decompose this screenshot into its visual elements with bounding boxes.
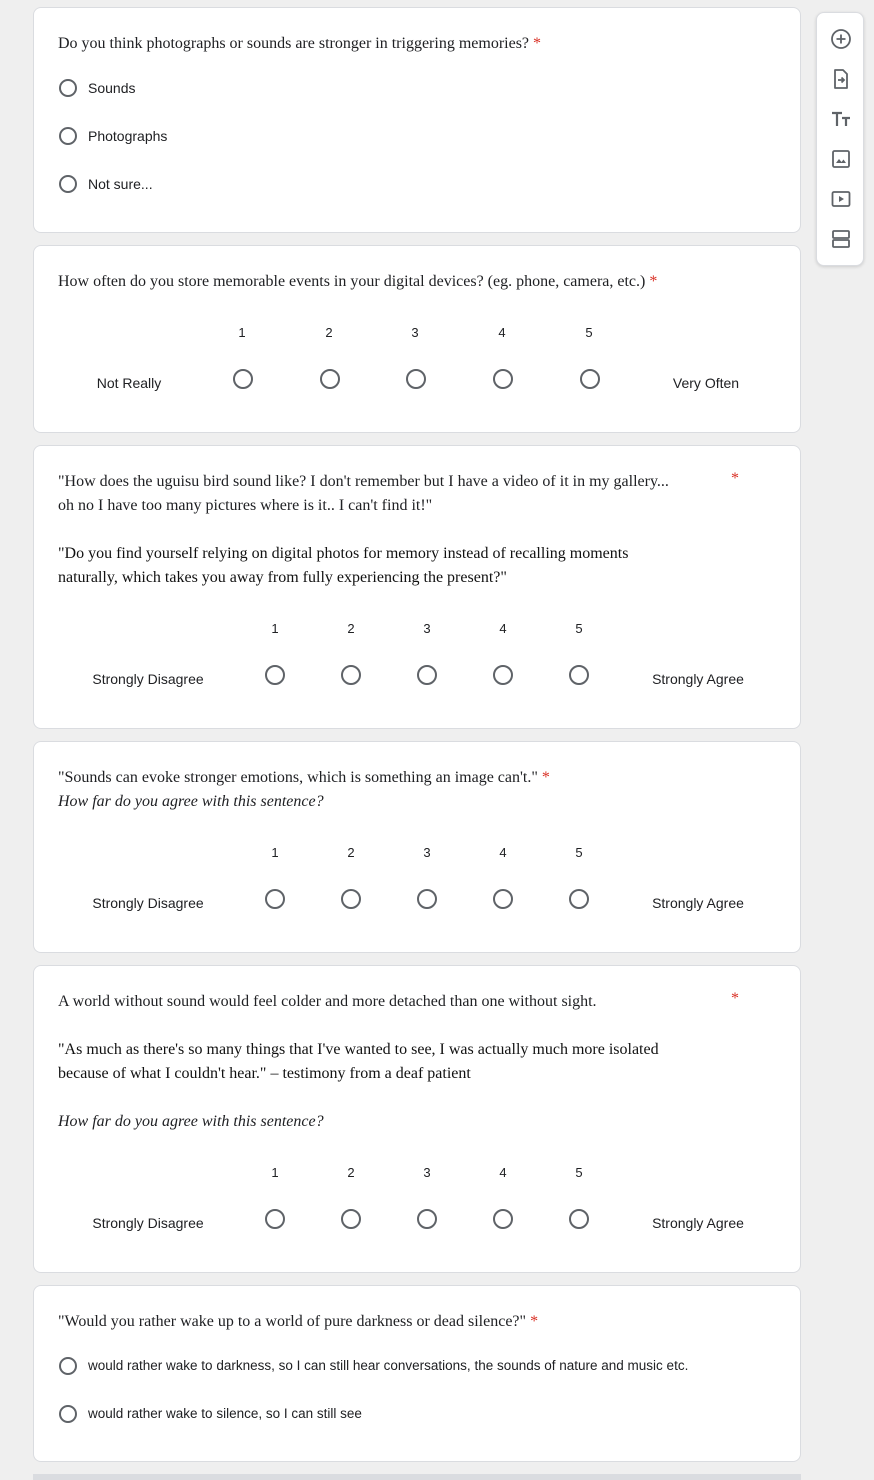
scale-radio-1[interactable]: [233, 369, 253, 389]
question-quote-line-1: "As much as there's so many things that I've wanted to see, I was actually much more isolated: [58, 1041, 659, 1058]
required-asterisk: *: [530, 1313, 539, 1330]
question-body-line-2: naturally, which takes you away from fully experiencing the present?": [58, 569, 507, 586]
scale-radio-2[interactable]: [341, 1209, 361, 1229]
required-asterisk: *: [533, 35, 542, 52]
add-title-icon[interactable]: [829, 107, 853, 131]
scale-number-4: 4: [498, 325, 506, 340]
option-label-sounds: Sounds: [88, 80, 136, 96]
question-quote-line-2: because of what I couldn't hear." – testimony from a deaf patient: [58, 1065, 471, 1082]
scale-radio-1[interactable]: [265, 665, 285, 685]
question-subtitle: How far do you agree with this sentence?: [58, 793, 324, 810]
scale-radio-3[interactable]: [417, 889, 437, 909]
add-video-icon[interactable]: [829, 187, 853, 211]
question-title: Do you think photographs or sounds are stronger in triggering memories? *: [58, 35, 542, 52]
scale-low-label: Not Really: [96, 375, 162, 391]
scale-low-label: Strongly Disagree: [92, 1215, 204, 1231]
question-subtitle: How far do you agree with this sentence?: [58, 1113, 324, 1130]
scale-radio-2[interactable]: [341, 889, 361, 909]
scale-number-5: 5: [575, 1165, 583, 1180]
radio-wake-to-darkness[interactable]: [59, 1357, 77, 1375]
option-label-photographs: Photographs: [88, 128, 168, 144]
scale-radio-3[interactable]: [417, 665, 437, 685]
scale-low-label: Strongly Disagree: [92, 671, 204, 687]
scale-radio-3[interactable]: [406, 369, 426, 389]
scale-number-3: 3: [423, 1165, 431, 1180]
scale-number-3: 3: [411, 325, 419, 340]
scale-number-2: 2: [347, 1165, 355, 1180]
option-label-not-sure: Not sure...: [88, 176, 153, 192]
question-title-line-2: oh no I have too many pictures where is it.. I can't find it!": [58, 497, 433, 514]
floating-toolbar: [816, 12, 864, 266]
scale-radio-5[interactable]: [569, 1209, 589, 1229]
required-asterisk: *: [731, 470, 739, 487]
option-label-wake-to-silence: would rather wake to silence, so I can still see: [88, 1406, 362, 1421]
add-section-icon[interactable]: [829, 227, 853, 251]
scale-number-2: 2: [347, 845, 355, 860]
scale-radio-4[interactable]: [493, 1209, 513, 1229]
question-card-store-events: [33, 245, 801, 433]
scale-number-1: 1: [271, 845, 279, 860]
question-title-line-1: "How does the uguisu bird sound like? I don't remember but I have a video of it in my gallery...: [58, 473, 669, 490]
question-body-line-1: "Do you find yourself relying on digital photos for memory instead of recalling moments: [58, 545, 629, 562]
scale-radio-4[interactable]: [493, 369, 513, 389]
required-asterisk: *: [731, 990, 739, 1007]
radio-sounds[interactable]: [59, 79, 77, 97]
scale-low-label: Strongly Disagree: [92, 895, 204, 911]
option-label-wake-to-darkness: would rather wake to darkness, so I can still hear conversations, the sounds of nature and music etc.: [88, 1358, 689, 1373]
question-card-sounds-emotions: [33, 741, 801, 953]
question-title: A world without sound would feel colder and more detached than one without sight.: [58, 993, 597, 1010]
scale-radio-5[interactable]: [569, 665, 589, 685]
scale-radio-5[interactable]: [580, 369, 600, 389]
scale-radio-2[interactable]: [341, 665, 361, 685]
scale-number-1: 1: [271, 1165, 279, 1180]
scale-number-5: 5: [585, 325, 593, 340]
scale-radio-3[interactable]: [417, 1209, 437, 1229]
scale-high-label: Strongly Agree: [652, 895, 744, 911]
scale-number-1: 1: [271, 621, 279, 636]
scale-number-5: 5: [575, 845, 583, 860]
scale-radio-5[interactable]: [569, 889, 589, 909]
scale-radio-4[interactable]: [493, 665, 513, 685]
question-card-uguisu: [33, 445, 801, 729]
scale-number-4: 4: [499, 845, 507, 860]
question-title: "Sounds can evoke stronger emotions, which is something an image can't." *: [58, 769, 550, 786]
scale-radio-2[interactable]: [320, 369, 340, 389]
import-questions-icon[interactable]: [829, 67, 853, 91]
question-title: "Would you rather wake up to a world of pure darkness or dead silence?" *: [58, 1313, 539, 1330]
required-asterisk: *: [649, 273, 658, 290]
scale-radio-4[interactable]: [493, 889, 513, 909]
scale-number-3: 3: [423, 621, 431, 636]
scale-number-2: 2: [347, 621, 355, 636]
add-image-icon[interactable]: [829, 147, 853, 171]
question-card-photos-vs-sounds: [33, 7, 801, 233]
scale-number-5: 5: [575, 621, 583, 636]
radio-wake-to-silence[interactable]: [59, 1405, 77, 1423]
question-card-darkness-or-silence: [33, 1285, 801, 1462]
add-question-icon[interactable]: [829, 27, 853, 51]
scale-number-4: 4: [499, 621, 507, 636]
next-card-edge: [33, 1474, 801, 1480]
question-card-world-without-sound: [33, 965, 801, 1273]
scale-number-4: 4: [499, 1165, 507, 1180]
scale-number-2: 2: [325, 325, 333, 340]
scale-radio-1[interactable]: [265, 1209, 285, 1229]
question-title: How often do you store memorable events in your digital devices? (eg. phone, camera, etc.) *: [58, 273, 658, 290]
radio-not-sure[interactable]: [59, 175, 77, 193]
scale-number-1: 1: [238, 325, 246, 340]
scale-radio-1[interactable]: [265, 889, 285, 909]
scale-high-label: Strongly Agree: [652, 671, 744, 687]
scale-high-label: Very Often: [672, 375, 740, 391]
radio-photographs[interactable]: [59, 127, 77, 145]
required-asterisk: *: [541, 769, 550, 786]
scale-number-3: 3: [423, 845, 431, 860]
scale-high-label: Strongly Agree: [652, 1215, 744, 1231]
